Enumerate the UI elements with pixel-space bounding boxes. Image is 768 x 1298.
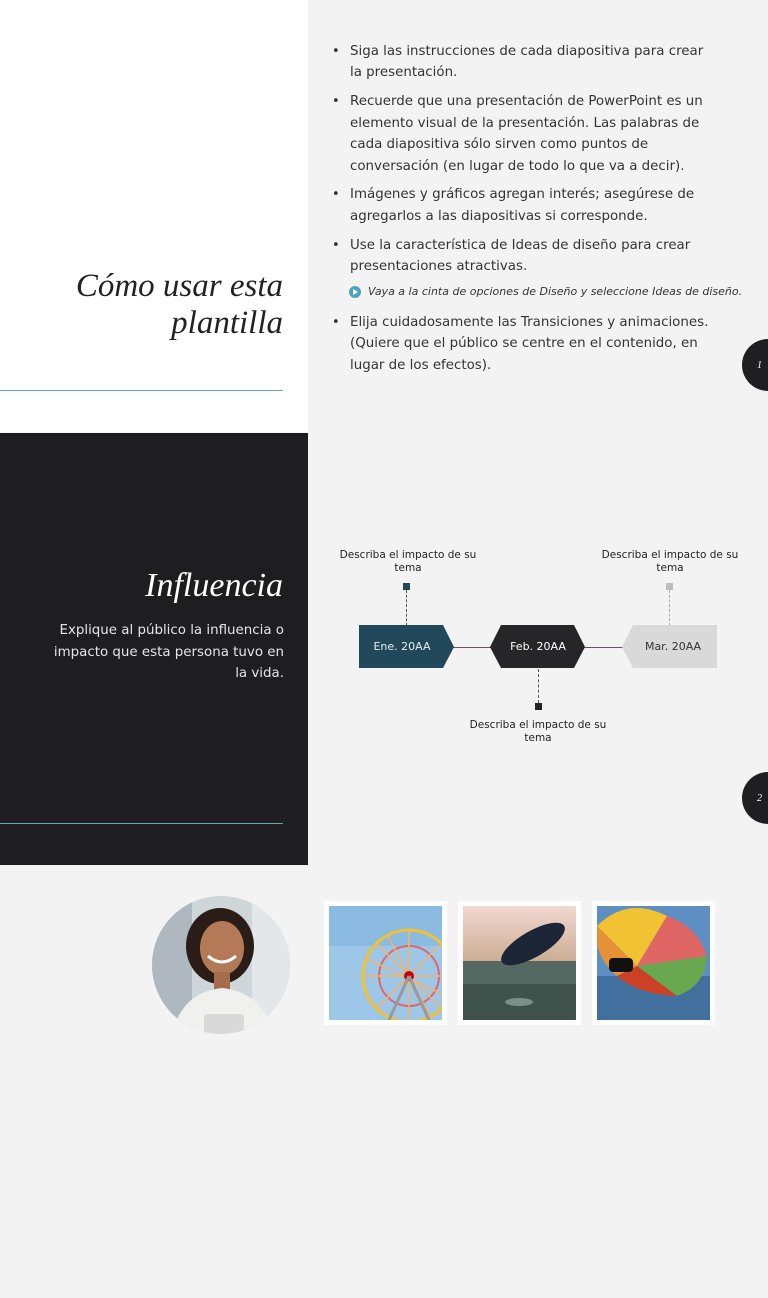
slide-number: 2 [757, 792, 762, 804]
timeline-marker-1 [403, 583, 410, 590]
slide-1-title [23, 268, 283, 342]
timeline-leader-3 [669, 590, 670, 626]
list-item: • Recuerde que una presentación de PowerPoint es un elemento visual de la presentación. Las palabras de cada diapositiva sólo sirven como puntos de conversación (en lugar de todo lo que va a decir). [332, 94, 703, 174]
slide-2-title: Influencia [145, 567, 283, 604]
paddle-water-icon [463, 906, 576, 1020]
instructions-list [330, 41, 715, 285]
photo-frame-3 [592, 901, 715, 1025]
slide-1-left-panel [0, 0, 308, 432]
ferris-wheel-icon [329, 906, 442, 1020]
slide-2-left-panel [0, 433, 308, 865]
timeline-caption-2: Describa el impacto de su tema [469, 719, 607, 744]
kayak-paddle-photo [463, 906, 576, 1020]
hot-air-balloon-photo [597, 906, 710, 1020]
ferris-wheel-photo [329, 906, 442, 1020]
list-item: • Use la característica de Ideas de diseño para crear presentaciones atractivas. [332, 237, 691, 275]
list-item: • Elija cuidadosamente las Transiciones y animaciones. (Quiere que el público se centre en el contenido, en lugar de los efectos). [332, 315, 709, 373]
timeline-marker-3 [666, 583, 673, 590]
timeline-caption-1: Describa el impacto de su tema [339, 549, 477, 574]
bullet-text: Use la característica de Ideas de diseño para crear presentaciones atractivas. [350, 237, 691, 275]
play-circle-icon [349, 286, 361, 298]
slide-2-body: Explique al público la influencia o impacto que esta persona tuvo en la vida. [53, 623, 284, 682]
photo-frame-2 [458, 901, 581, 1025]
timeline-marker-2 [535, 703, 542, 710]
photo-frame-1 [324, 901, 447, 1025]
timeline-leader-1 [406, 590, 407, 626]
slide-1[interactable] [0, 0, 768, 432]
slide-3[interactable] [0, 866, 768, 1298]
list-item: • Imágenes y gráficos agregan interés; asegúrese de agregarlos a las diapositivas si corresponde. [332, 187, 695, 224]
list-item: • Siga las instrucciones de cada diapositiva para crear la presentación. [332, 44, 704, 81]
timeline-caption-3: Describa el impacto de su tema [601, 549, 739, 574]
portrait-avatar [152, 896, 290, 1034]
bullet-text: Siga las instrucciones de cada diapositiva para crear la presentación. [350, 44, 704, 81]
woman-portrait-icon [152, 896, 290, 1034]
timeline-date-3: Mar. 20AA [644, 640, 702, 653]
title-line-1: Cómo usar esta [75, 268, 283, 304]
slide-number: 1 [757, 359, 762, 371]
slide-2[interactable] [0, 433, 768, 865]
timeline-leader-2 [538, 669, 539, 703]
instructions-list-continued [330, 312, 715, 384]
title-line-2: plantilla [171, 305, 283, 341]
timeline-date-2: Feb. 20AA [510, 640, 566, 653]
bullet-text: Elija cuidadosamente las Transiciones y animaciones. (Quiere que el público se centre en el contenido, en lugar de los efectos). [350, 315, 709, 373]
design-ideas-note [349, 285, 742, 298]
accent-divider [0, 390, 283, 391]
note-text: Vaya a la cinta de opciones de Diseño y seleccione Ideas de diseño. [368, 285, 743, 298]
timeline-connector [582, 647, 627, 648]
timeline-connector [450, 647, 495, 648]
timeline-date-1: Ene. 20AA [373, 640, 431, 653]
bullet-text: Imágenes y gráficos agregan interés; asegúrese de agregarlos a las diapositivas si corresponde. [350, 187, 695, 224]
bullet-text: Recuerde que una presentación de PowerPoint es un elemento visual de la presentación. Las palabras de cada diapositiva sólo sirven como puntos de conversación (en lugar de todo lo que va a decir). [350, 94, 703, 174]
accent-divider [0, 823, 283, 824]
hot-air-balloon-icon [597, 906, 710, 1020]
